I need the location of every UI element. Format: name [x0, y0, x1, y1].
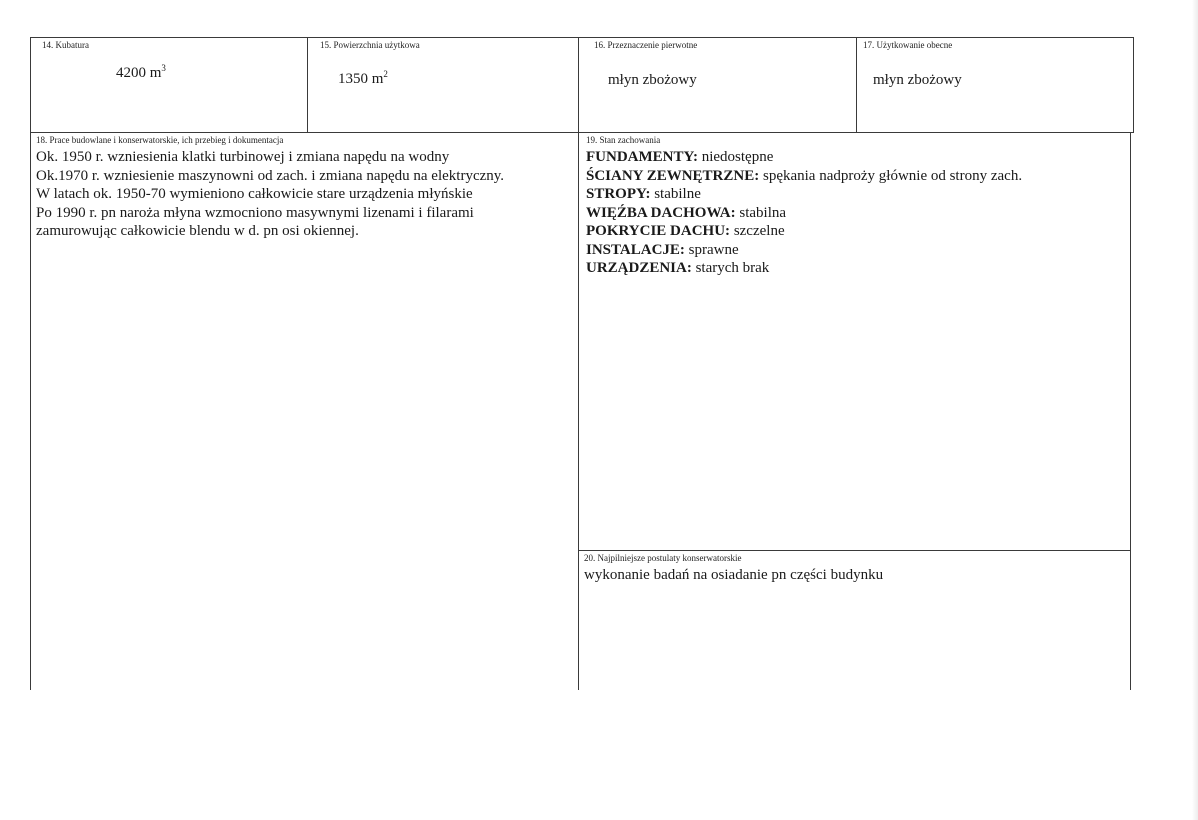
paper-edge-shadow: [1192, 0, 1198, 820]
field-16-value: młyn zbożowy: [608, 72, 697, 88]
condition-item-sciany: ŚCIANY ZEWNĘTRZNE: spękania nadproży głównie od strony zach.: [586, 167, 1023, 184]
condition-item-stropy: STROPY: stabilne: [586, 186, 701, 202]
field-18-line: W latach ok. 1950-70 wymieniono całkowicie stare urządzenia młyńskie: [36, 186, 473, 202]
field-15-label: 15. Powierzchnia użytkowa: [320, 40, 420, 50]
field-18-label: 18. Prace budowlane i konserwatorskie, ich przebieg i dokumentacja: [36, 135, 284, 145]
field-18-line: Ok.1970 r. wzniesienie maszynowni od zach. i zmiana napędu na elektryczny.: [36, 167, 505, 184]
field-19-text: [586, 148, 1022, 278]
field-18-line: Ok. 1950 r. wzniesienia klatki turbinowej i zmiana napędu na wodny: [36, 149, 450, 165]
field-14-value: 4200 $m^3$: [116, 63, 166, 81]
condition-item-instalacje: INSTALACJE: sprawne: [586, 241, 739, 258]
field-16-label: 16. Przeznaczenie pierwotne: [594, 40, 698, 50]
field-18-text: [36, 148, 504, 241]
condition-item-fundamenty: FUNDAMENTY: niedostępne: [586, 149, 774, 165]
field-18-line: zamurowując całkowicie blendu w d. pn osi okiennej.: [36, 223, 359, 239]
field-19-label: 19. Stan zachowania: [586, 135, 661, 145]
field-15-value: 1350 $m^2$: [338, 69, 388, 87]
condition-item-urzadzenia: URZĄDZENIA: starych brak: [586, 260, 770, 276]
field-17-label: 17. Użytkowanie obecne: [863, 40, 953, 50]
field-20-label: 20. Najpilniejsze postulaty konserwatorskie: [584, 553, 742, 563]
condition-item-pokrycie: POKRYCIE DACHU: szczelne: [586, 223, 785, 239]
condition-item-wiezba: WIĘŹBA DACHOWA: stabilna: [586, 204, 787, 221]
field-18-line: Po 1990 r. pn naroża młyna wzmocniono masywnymi lizenami i filarami: [36, 204, 474, 221]
field-17-value: młyn zbożowy: [873, 72, 962, 88]
field-14-label: 14. Kubatura: [42, 40, 89, 50]
field-20-value: wykonanie badań na osiadanie pn części budynku: [584, 567, 884, 583]
